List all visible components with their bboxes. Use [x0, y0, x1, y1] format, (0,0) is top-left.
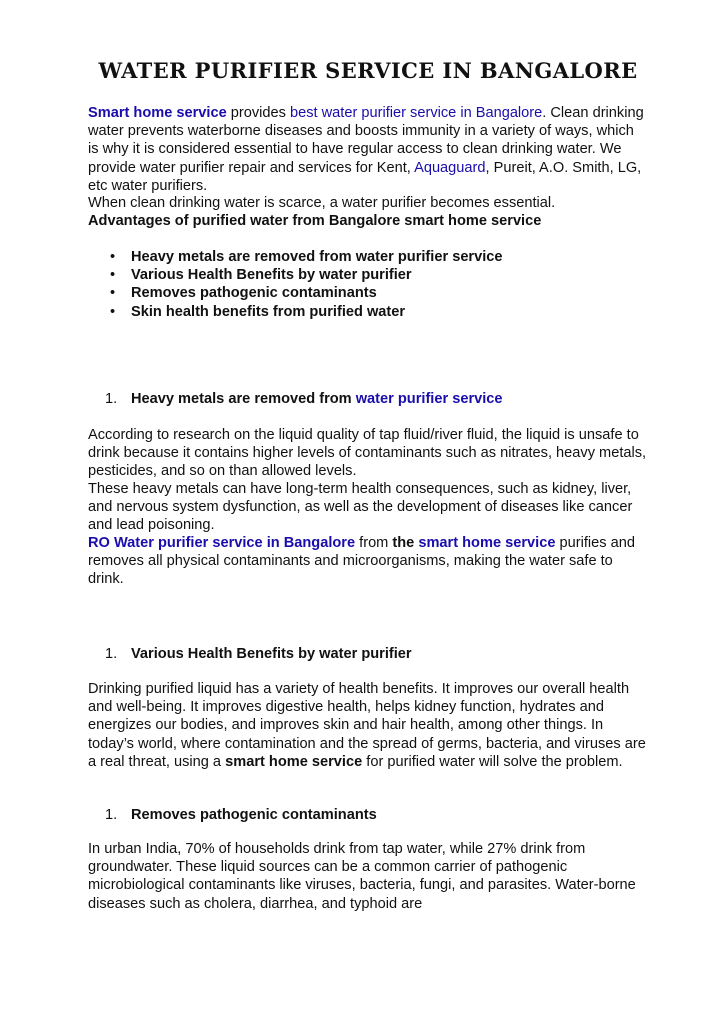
section3-number: 1.: [105, 807, 118, 823]
advantages-heading: Advantages of purified water from Bangalore smart home service: [88, 213, 542, 229]
page-title: WATER PURIFIER SERVICE IN BANGALORE: [98, 58, 638, 83]
intro-paragraph: [88, 104, 648, 195]
list-item: [88, 284, 648, 302]
section3-heading: [105, 806, 645, 824]
section1-heading-text: Heavy metals are removed from: [131, 391, 356, 407]
intro-text-1: provides: [226, 105, 290, 121]
section2-heading: [105, 645, 645, 663]
section3-heading-text: Removes pathogenic contaminants: [131, 807, 377, 823]
section2-heading-text: Various Health Benefits by water purifier: [131, 646, 412, 662]
smart-home-service-link[interactable]: Smart home service: [88, 105, 227, 121]
section1-p3-text-2: purifies and removes all physical contaminants and microorganisms, making the water safe to drink.: [88, 535, 635, 588]
list-item-text: Various Health Benefits by water purifier: [131, 267, 412, 284]
section2-bold: smart home service: [225, 753, 363, 770]
list-item-text: Removes pathogenic contaminants: [131, 285, 377, 302]
list-item: [88, 248, 648, 266]
water-purifier-service-link[interactable]: water purifier service: [355, 391, 503, 407]
section1-p3-bold: the: [392, 535, 419, 551]
section1-paragraph-2: These heavy metals can have long-term health consequences, such as kidney, liver, and nervous system dysfunction, as well as the development of diseases like cancer and lead poisoning.: [88, 481, 633, 534]
intro-line-2: When clean drinking water is scarce, a water purifier becomes essential.: [88, 195, 556, 211]
intro-text-2: . Clean drinking water prevents waterborne diseases and boosts immunity in a variety of ways, which is why it is considered essential to have regular access to clean drinking water. We provide water purifier repair and services for Kent,: [88, 105, 644, 176]
advantages-list: [88, 248, 648, 321]
section2-text-2: for purified water will solve the problem.: [362, 753, 623, 770]
list-item: [88, 266, 648, 284]
best-water-purifier-link[interactable]: best water purifier service in Bangalore: [290, 105, 543, 121]
intro-text-3: , Pureit, A.O. Smith, LG, etc water purifiers.: [88, 159, 642, 194]
bullet-dot-icon: •: [110, 249, 116, 265]
section1-paragraph-3: [88, 534, 648, 589]
section1-p3-text-1: from: [355, 535, 393, 551]
ro-water-purifier-link[interactable]: RO Water purifier service in Bangalore: [88, 535, 356, 551]
section1-paragraph-1: According to research on the liquid quality of tap fluid/river fluid, the liquid is unsafe to drink because it contains higher levels of contaminants such as nitrates, heavy metals, pesticides, and so on than allowed levels.: [88, 427, 647, 480]
section2-paragraph: [88, 680, 648, 771]
smart-home-service-link-2[interactable]: smart home service: [418, 535, 556, 551]
section1-number: 1.: [105, 391, 118, 407]
list-item: [88, 303, 648, 321]
bullet-dot-icon: •: [110, 285, 116, 302]
section2-text-1: Drinking purified liquid has a variety of health benefits. It improves our overall health and well-being. It improves digestive health, helps kidney function, hydrates and energizes our bodies, and improves skin and hair health, among other things. In today’s world, where contamination and the spread of germs, bacteria, and viruses are a real threat, using a: [88, 681, 646, 770]
section1-heading: [105, 390, 645, 408]
bullet-dot-icon: •: [110, 303, 116, 320]
bullet-dot-icon: •: [110, 267, 116, 284]
aquaguard-link[interactable]: Aquaguard: [414, 159, 486, 176]
list-item-text: Skin health benefits from purified water: [131, 303, 406, 320]
list-item-text: Heavy metals are removed from water purifier service: [131, 249, 503, 265]
section3-paragraph: In urban India, 70% of households drink from tap water, while 27% drink from groundwater. These liquid sources can be a common carrier of pathogenic microbiological contaminants like viruses, bacteria, fungi, and parasites. Water-borne diseases such as cholera, diarrhea, and typhoid are: [88, 841, 636, 912]
section2-number: 1.: [105, 646, 118, 662]
